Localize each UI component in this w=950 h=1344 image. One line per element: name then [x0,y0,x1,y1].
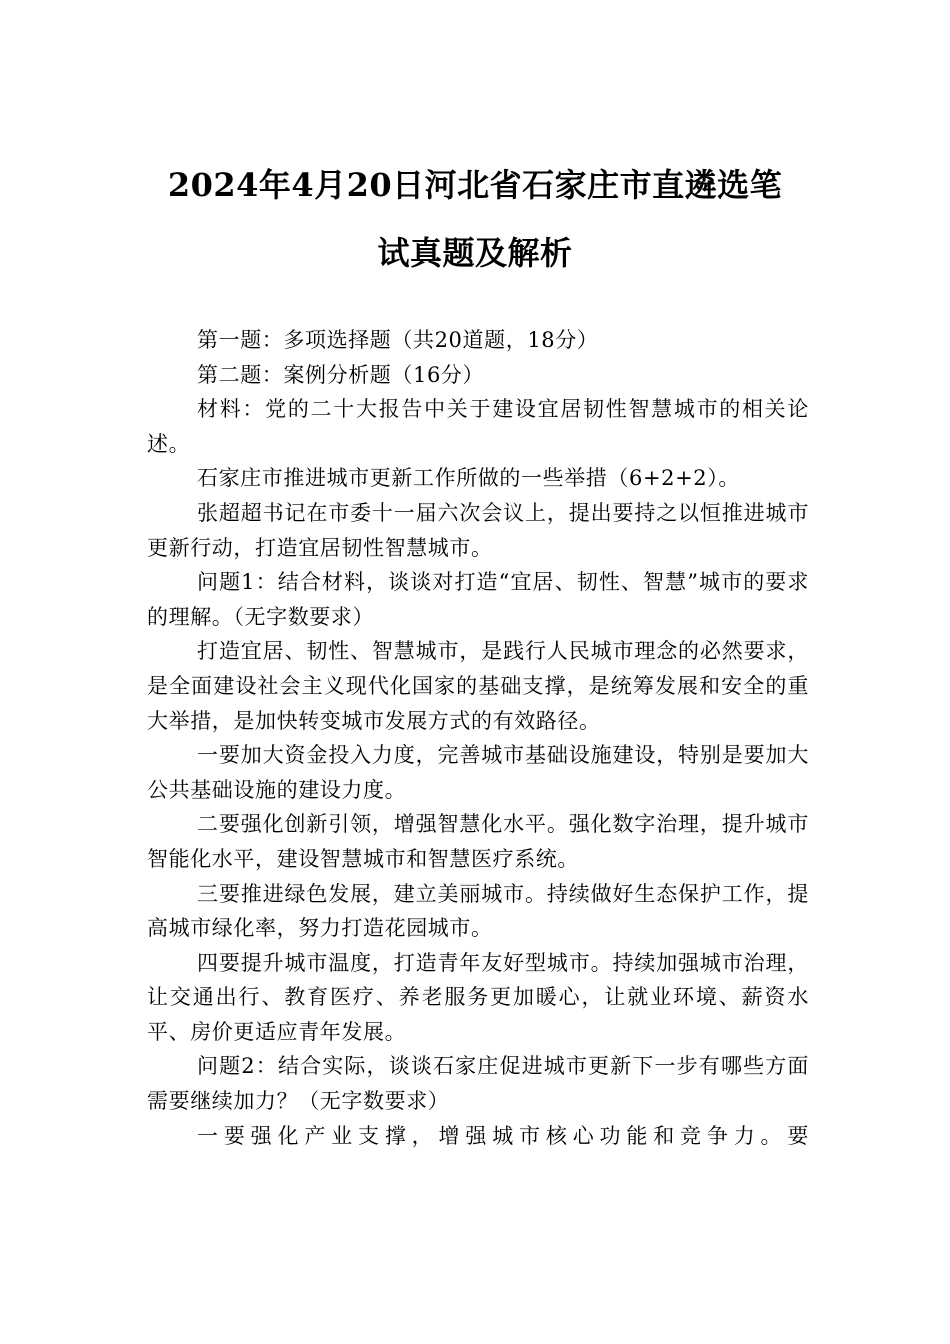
answer-2-point-1: 一要强化产业支撑，增强城市核心功能和竞争力。要 [197,1123,809,1148]
answer-1-point-1: 一要加大资金投入力度，完善城市基础设施建设，特别是要加大公共基础设施的建设力度。 [147,743,809,802]
answer-1-intro-paragraph: 打造宜居、韧性、智慧城市，是践行人民城市理念的必然要求，是全面建设社会主义现代化国家的基础支撑，是统筹发展和安全的重大举措，是加快转变城市发展方式的有效路径。 [147,639,809,733]
answer-1-point-4: 四要提升城市温度，打造青年友好型城市。持续加强城市治理，让交通出行、教育医疗、养老服务更加暖心，让就业环境、薪资水平、房价更适应青年发展。 [147,950,809,1044]
problem-2-paragraph: 问题2：结合实际，谈谈石家庄促进城市更新下一步有哪些方面需要继续加力？（无字数要求） [147,1054,809,1114]
secretary-paragraph: 张超超书记在市委十一届六次会议上，提出要持之以恒推进城市更新行动，打造宜居韧性智慧城市。 [147,500,809,560]
document-body [147,323,809,1153]
document-title-line-2: 试真题及解析 [377,234,573,272]
answer-1-point-2: 二要强化创新引领，增强智慧化水平。强化数字治理，提升城市智能化水平，建设智慧城市和智慧医疗系统。 [147,812,809,871]
question-2-heading: 第二题：案例分析题（16分） [197,362,485,387]
answer-1-point-3: 三要推进绿色发展，建立美丽城市。持续做好生态保护工作，提高城市绿化率，努力打造花园城市。 [147,881,809,941]
problem-1-paragraph: 问题1：结合材料，谈谈对打造“宜居、韧性、智慧”城市的要求的理解。（无字数要求） [147,570,809,629]
question-1-heading: 第一题：多项选择题（共20道题，18分） [197,328,599,352]
document-title-line-1: 2024年4月20日河北省石家庄市直遴选笔 [167,166,783,204]
measures-paragraph: 石家庄市推进城市更新工作所做的一些举措（6+2+2）。 [197,466,740,491]
material-paragraph: 材料：党的二十大报告中关于建设宜居韧性智慧城市的相关论述。 [147,397,809,456]
